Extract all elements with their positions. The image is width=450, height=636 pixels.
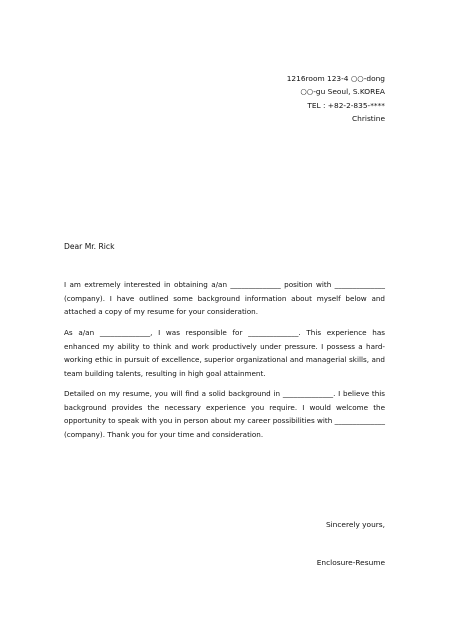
address-street: 1216room 123-4 ○○-dong [286, 74, 385, 83]
address-phone: TEL : +82-2-835-**** [307, 100, 385, 110]
address-city: ○○-gu Seoul, S.KOREA [300, 87, 385, 97]
body-paragraph-3: Detailed on my resume, you will find a solid background in ______________. I believe this background provides the necessary experience you require. I would welcome the opportunity to speak with you in person about my career possibilities with ______________ (company). Thank you for your time and consideration. [64, 389, 385, 439]
sender-name: Christine [352, 114, 385, 124]
complimentary-closing: Sincerely yours, [325, 520, 385, 529]
body-paragraph-2: As a/an ______________, I was responsible for ______________. This experience has enhanced my ability to think and work productively under pressure. I possess a hard-working ethic in pursuit of excellence, superior organizational and managerial skills, and team building talents, resulting in high goal attainment. [64, 328, 385, 378]
body-paragraph-1: I am extremely interested in obtaining a/an ______________ position with ______________ (company). I have outlined some background information about myself below and attached a copy of my resume for your consideration. [64, 280, 385, 317]
salutation: Dear Mr. Rick [64, 242, 115, 251]
enclosure-note: Enclosure-Resume [316, 558, 385, 567]
sender-address [287, 72, 385, 126]
